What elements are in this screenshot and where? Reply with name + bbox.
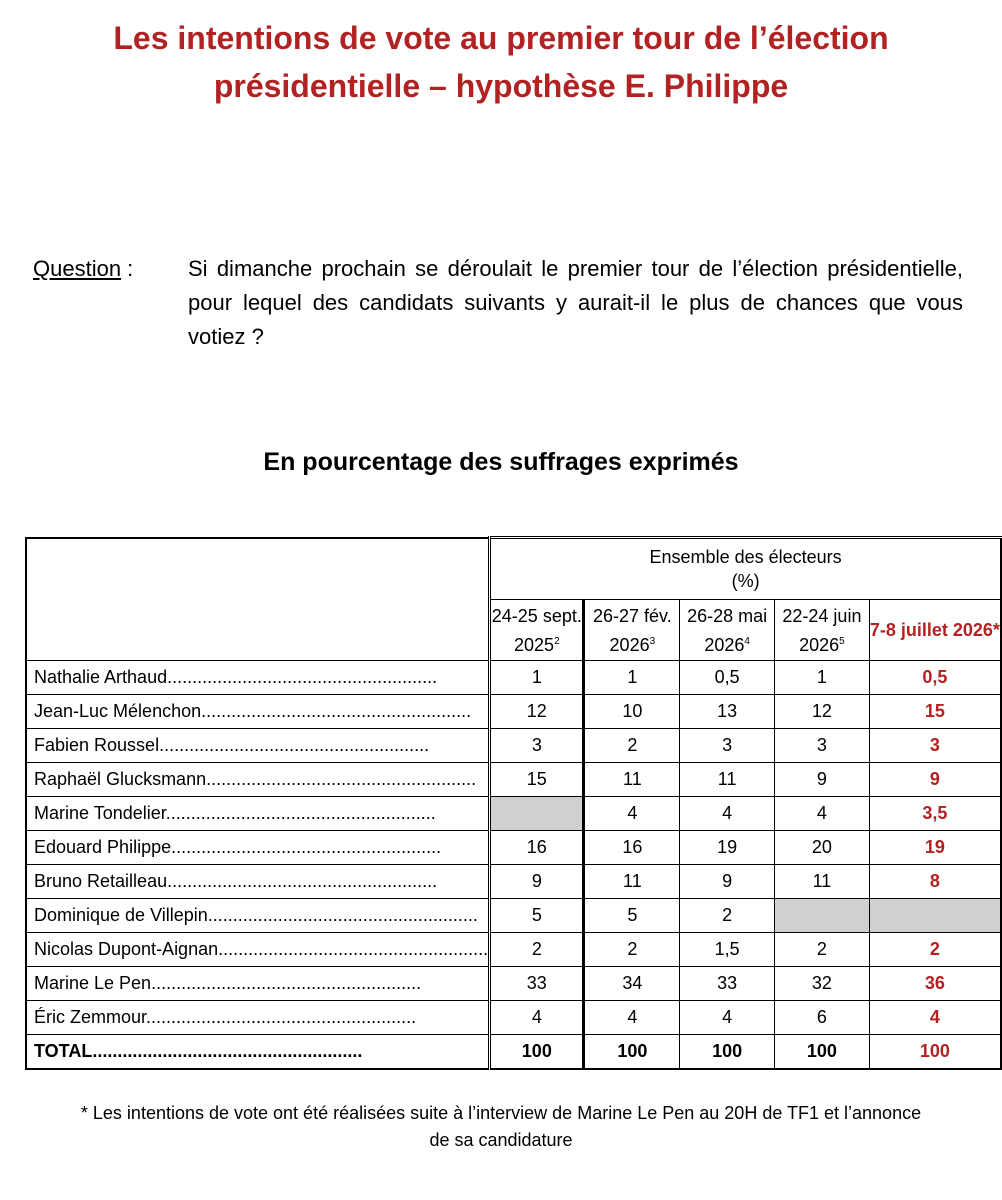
value-cell: 100 xyxy=(680,1035,775,1070)
value-cell: 2 xyxy=(869,933,1001,967)
value-cell: 3 xyxy=(490,729,584,763)
value-cell: 4 xyxy=(680,797,775,831)
column-header-2 xyxy=(584,600,680,661)
value-cell: 20 xyxy=(775,831,870,865)
candidate-name: Bruno Retailleau ..... xyxy=(26,865,490,899)
value-cell: 11 xyxy=(775,865,870,899)
table-row xyxy=(26,967,1001,1001)
value-cell: 5 xyxy=(584,899,680,933)
value-cell: 2 xyxy=(680,899,775,933)
empty-cell xyxy=(490,797,584,831)
column-header-year: 2026$^4$ xyxy=(704,634,750,655)
value-cell: 12 xyxy=(490,695,584,729)
value-cell: 33 xyxy=(490,967,584,1001)
footnote-line-1: * Les intentions de vote ont été réalisées suite à l’interview de Marine Le Pen au 20H de TF1 et l’annonce xyxy=(80,1103,922,1123)
column-header-1 xyxy=(490,600,584,661)
value-cell: 32 xyxy=(775,967,870,1001)
candidate-name: Éric Zemmour ..... xyxy=(26,1001,490,1035)
value-cell: 9 xyxy=(490,865,584,899)
value-cell: 11 xyxy=(584,865,680,899)
table-row xyxy=(26,729,1001,763)
value-cell: 6 xyxy=(775,1001,870,1035)
table-row xyxy=(26,661,1001,695)
value-cell: 34 xyxy=(584,967,680,1001)
column-header-year: 2026$^3$ xyxy=(609,634,656,655)
table-row xyxy=(26,797,1001,831)
footnote-ref: 3 xyxy=(649,635,656,647)
footnote-ref: 4 xyxy=(744,635,750,647)
value-cell: 12 xyxy=(775,695,870,729)
table-row xyxy=(26,899,1001,933)
value-cell: 8 xyxy=(869,865,1001,899)
column-header-date: 24-25 sept. xyxy=(491,605,582,626)
value-cell: 33 xyxy=(680,967,775,1001)
empty-cell xyxy=(775,899,870,933)
footnote-line-2: de sa candidature xyxy=(429,1130,573,1150)
value-cell: 9 xyxy=(680,865,775,899)
value-cell: 11 xyxy=(584,763,680,797)
value-cell: 2 xyxy=(775,933,870,967)
value-cell: 3,5 xyxy=(869,797,1001,831)
table-row xyxy=(26,865,1001,899)
value-cell: 4 xyxy=(584,1001,680,1035)
question-label: Question : xyxy=(33,256,134,281)
column-header-date: 26-28 mai xyxy=(687,605,768,626)
column-header-year: 2026$^5$ xyxy=(799,634,845,655)
column-header-3 xyxy=(680,600,775,661)
table-row xyxy=(26,695,1001,729)
value-cell: 100 xyxy=(869,1035,1001,1070)
column-header-4 xyxy=(775,600,870,661)
footnote xyxy=(0,1100,1002,1154)
value-cell: 2 xyxy=(584,729,680,763)
column-header-date: 7-8 juillet 2026* xyxy=(869,620,1000,640)
page-title xyxy=(0,14,1002,110)
value-cell: 4 xyxy=(775,797,870,831)
total-label: TOTAL ..... xyxy=(26,1035,490,1070)
value-cell: 11 xyxy=(680,763,775,797)
column-header-5 xyxy=(869,600,1001,661)
group-header-line-1: Ensemble des électeurs xyxy=(649,547,842,567)
value-cell: 100 xyxy=(584,1035,680,1070)
footnote-ref: 2 xyxy=(554,635,560,647)
value-cell: 4 xyxy=(680,1001,775,1035)
empty-cell xyxy=(869,899,1001,933)
table-row xyxy=(26,831,1001,865)
value-cell: 5 xyxy=(490,899,584,933)
value-cell: 4 xyxy=(490,1001,584,1035)
table-subtitle: En pourcentage des suffrages exprimés xyxy=(263,448,739,476)
candidate-name: Edouard Philippe ..... xyxy=(26,831,490,865)
value-cell: 3 xyxy=(869,729,1001,763)
candidate-name: Dominique de Villepin ..... xyxy=(26,899,490,933)
value-cell: 36 xyxy=(869,967,1001,1001)
value-cell: 4 xyxy=(869,1001,1001,1035)
value-cell: 2 xyxy=(490,933,584,967)
value-cell: 3 xyxy=(775,729,870,763)
question-text: Si dimanche prochain se déroulait le premier tour de l’élection présidentielle, pour lequel des candidats suivants y aurait-il le plus de chances que vous votiez ? xyxy=(188,256,963,349)
table-row xyxy=(26,1001,1001,1035)
value-cell: 16 xyxy=(490,831,584,865)
candidate-name: Nicolas Dupont-Aignan ..... xyxy=(26,933,490,967)
value-cell: 13 xyxy=(680,695,775,729)
column-header-year: 2025$^2$ xyxy=(514,634,560,655)
value-cell: 0,5 xyxy=(680,661,775,695)
value-cell: 9 xyxy=(775,763,870,797)
value-cell: 0,5 xyxy=(869,661,1001,695)
candidate-name: Raphaël Glucksmann ..... xyxy=(26,763,490,797)
title-line-2: présidentielle – hypothèse E. Philippe xyxy=(213,68,789,104)
column-header-date: 22-24 juin xyxy=(782,605,862,626)
column-header-date: 26-27 fév. xyxy=(593,605,672,626)
group-header xyxy=(490,538,1001,600)
candidate-name: Jean-Luc Mélenchon ..... xyxy=(26,695,490,729)
corner-cell xyxy=(26,538,490,661)
candidate-name: Fabien Roussel ..... xyxy=(26,729,490,763)
total-row xyxy=(26,1035,1001,1070)
value-cell: 16 xyxy=(584,831,680,865)
value-cell: 19 xyxy=(869,831,1001,865)
value-cell: 100 xyxy=(775,1035,870,1070)
value-cell: 19 xyxy=(680,831,775,865)
value-cell: 1,5 xyxy=(680,933,775,967)
value-cell: 2 xyxy=(584,933,680,967)
value-cell: 15 xyxy=(869,695,1001,729)
footnote-ref: 5 xyxy=(839,635,845,647)
value-cell: 1 xyxy=(775,661,870,695)
candidate-name: Nathalie Arthaud ..... xyxy=(26,661,490,695)
value-cell: 100 xyxy=(490,1035,584,1070)
value-cell: 4 xyxy=(584,797,680,831)
value-cell: 10 xyxy=(584,695,680,729)
value-cell: 3 xyxy=(680,729,775,763)
value-cell: 1 xyxy=(584,661,680,695)
candidate-name: Marine Tondelier ..... xyxy=(26,797,490,831)
group-header-line-2: (%) xyxy=(731,571,760,591)
table-row xyxy=(26,763,1001,797)
poll-table xyxy=(25,536,1002,1070)
title-line-1: Les intentions de vote au premier tour de l’élection xyxy=(113,20,889,56)
value-cell: 15 xyxy=(490,763,584,797)
table-row xyxy=(26,933,1001,967)
candidate-name: Marine Le Pen ..... xyxy=(26,967,490,1001)
value-cell: 1 xyxy=(490,661,584,695)
value-cell: 9 xyxy=(869,763,1001,797)
